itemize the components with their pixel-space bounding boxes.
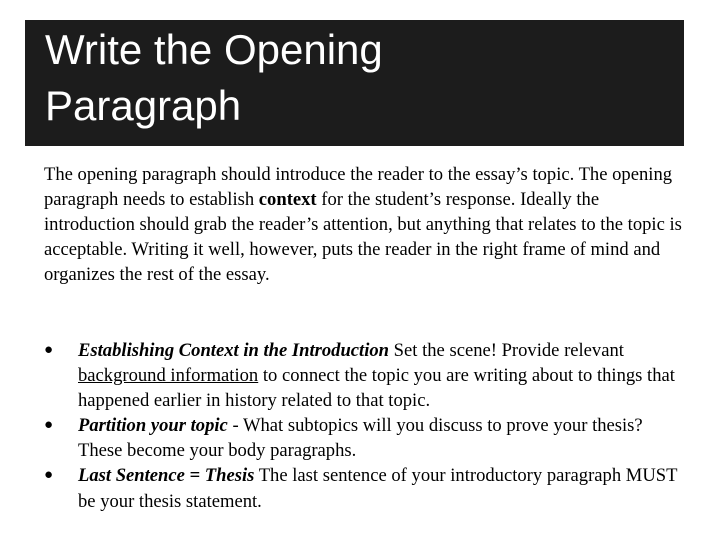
- bullet-heading: Last Sentence = Thesis: [78, 465, 255, 487]
- bullet-text: - What subtopics will you discuss to prove your thesis? These become your body paragraphs.: [78, 415, 643, 462]
- paragraph-part-2: for the student’s response. Ideally the introduction should grab the reader’s attention, but anything that relates to the topic is acceptable. Writing it well, however, puts the reader in the right frame of mind and organizes the rest of the essay.: [44, 189, 682, 286]
- bullet-heading: Establishing Context in the Introduction: [78, 340, 390, 361]
- bullet-dot-icon: ●: [44, 467, 54, 484]
- bullet-list: [44, 338, 684, 514]
- bullet-dot-icon: ●: [44, 417, 54, 434]
- bullet-underlined-text: background information: [78, 365, 259, 387]
- bullet-dot-icon: ●: [44, 342, 54, 358]
- bullet-text-continued: to connect the topic you are writing about to things that happened earlier in history related to that topic.: [78, 365, 675, 412]
- slide-title-line-2: Paragraph: [45, 82, 242, 129]
- bullet-item-partition-topic: [44, 413, 684, 463]
- slide-title: [45, 22, 675, 134]
- slide-title-line-1: Write the Opening: [45, 26, 383, 73]
- bullet-text: The last sentence of your introductory paragraph MUST be your thesis statement.: [78, 465, 678, 512]
- paragraph-bold-word: context: [258, 189, 317, 211]
- intro-paragraph: [44, 162, 684, 287]
- paragraph-part-1: The opening paragraph should introduce the reader to the essay’s topic. The opening paragraph needs to establish: [44, 164, 673, 211]
- bullet-item-last-sentence: [44, 463, 684, 513]
- title-bar: [25, 20, 684, 146]
- bullet-text: Set the scene! Provide relevant: [389, 340, 624, 361]
- bullet-item-establishing-context: [44, 338, 684, 413]
- bullet-heading: Partition your topic: [78, 415, 228, 437]
